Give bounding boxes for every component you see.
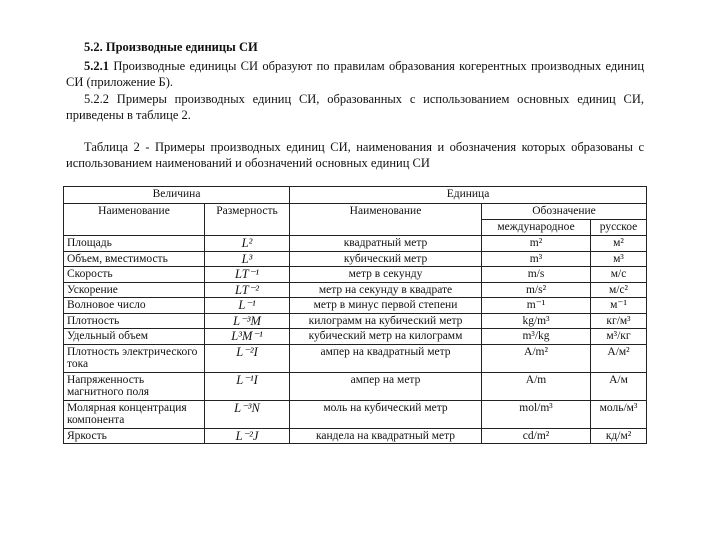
international-symbol-cell: m⁻¹ (482, 298, 591, 314)
quantity-name-cell: Молярная концентрация компонента (64, 400, 205, 428)
table-header-row (64, 204, 647, 220)
paragraph-5-2-1 (66, 59, 644, 90)
header-russian: русское (591, 220, 647, 236)
quantity-name-cell: Яркость (64, 428, 205, 444)
table-header-row (64, 187, 647, 204)
unit-name-cell: метр в минус первой степени (290, 298, 482, 314)
unit-name-cell: кубический метр (290, 251, 482, 267)
table-row (64, 329, 647, 345)
paragraph-5-2-2: 5.2.2 Примеры производных единиц СИ, образованных с использованием основных единиц СИ, приведены в таблице 2. (66, 92, 644, 122)
quantity-name-cell: Скорость (64, 267, 205, 283)
quantity-name-cell: Ускорение (64, 282, 205, 298)
russian-symbol-cell: моль/м³ (591, 400, 647, 428)
dimension-cell: L⁻¹I (205, 372, 290, 400)
quantity-name-cell: Плотность (64, 313, 205, 329)
section-heading: 5.2. Производные единицы СИ (84, 40, 258, 54)
dimension-cell: L⁻²I (205, 344, 290, 372)
international-symbol-cell: m³/kg (482, 329, 591, 345)
quantity-name-cell: Объем, вместимость (64, 251, 205, 267)
quantity-name-cell: Удельный объем (64, 329, 205, 345)
unit-name-cell: кубический метр на килограмм (290, 329, 482, 345)
dimension-cell: L⁻³M (205, 313, 290, 329)
international-symbol-cell: m/s² (482, 282, 591, 298)
table-caption: Таблица 2 - Примеры производных единиц СИ, наименования и обозначения которых образованы с использованием наименований и обозначений основных единиц СИ (66, 140, 644, 170)
russian-symbol-cell: м² (591, 236, 647, 252)
dimension-cell: L³ (205, 251, 290, 267)
quantity-name-cell: Площадь (64, 236, 205, 252)
quantity-name-cell: Плотность электрического тока (64, 344, 205, 372)
table-row (64, 344, 647, 372)
paragraph-number: 5.2.1 (84, 59, 109, 73)
units-table (63, 186, 647, 444)
dimension-cell: L³M⁻¹ (205, 329, 290, 345)
russian-symbol-cell: кг/м³ (591, 313, 647, 329)
international-symbol-cell: m/s (482, 267, 591, 283)
unit-name-cell: ампер на метр (290, 372, 482, 400)
international-symbol-cell: m³ (482, 251, 591, 267)
table-row (64, 400, 647, 428)
unit-name-cell: ампер на квадратный метр (290, 344, 482, 372)
dimension-cell: L⁻²J (205, 428, 290, 444)
international-symbol-cell: A/m (482, 372, 591, 400)
table-row (64, 372, 647, 400)
russian-symbol-cell: м⁻¹ (591, 298, 647, 314)
header-unit-name: Наименование (290, 204, 482, 236)
dimension-cell: LT⁻² (205, 282, 290, 298)
dimension-cell: LT⁻¹ (205, 267, 290, 283)
dimension-cell: L⁻³N (205, 400, 290, 428)
table-row (64, 251, 647, 267)
russian-symbol-cell: А/м² (591, 344, 647, 372)
header-international: международное (482, 220, 591, 236)
quantity-name-cell: Волновое число (64, 298, 205, 314)
russian-symbol-cell: м/с² (591, 282, 647, 298)
dimension-cell: L² (205, 236, 290, 252)
russian-symbol-cell: м³ (591, 251, 647, 267)
unit-name-cell: килограмм на кубический метр (290, 313, 482, 329)
table-row (64, 282, 647, 298)
unit-name-cell: метр в секунду (290, 267, 482, 283)
international-symbol-cell: mol/m³ (482, 400, 591, 428)
header-name: Наименование (64, 204, 205, 236)
international-symbol-cell: kg/m³ (482, 313, 591, 329)
unit-name-cell: квадратный метр (290, 236, 482, 252)
table-row (64, 236, 647, 252)
table-row (64, 313, 647, 329)
russian-symbol-cell: А/м (591, 372, 647, 400)
table-row (64, 298, 647, 314)
unit-name-cell: моль на кубический метр (290, 400, 482, 428)
russian-symbol-cell: м/с (591, 267, 647, 283)
header-dimension: Размерность (205, 204, 290, 236)
dimension-cell: L⁻¹ (205, 298, 290, 314)
quantity-name-cell: Напряженность магнитного поля (64, 372, 205, 400)
paragraph-text: Производные единицы СИ образуют по правилам образования когерентных производных единиц СИ (приложение Б). (66, 59, 645, 89)
header-designation: Обозначение (482, 204, 647, 220)
table-row (64, 267, 647, 283)
russian-symbol-cell: кд/м² (591, 428, 647, 444)
international-symbol-cell: m² (482, 236, 591, 252)
international-symbol-cell: A/m² (482, 344, 591, 372)
russian-symbol-cell: м³/кг (591, 329, 647, 345)
unit-name-cell: метр на секунду в квадрате (290, 282, 482, 298)
table-row (64, 428, 647, 444)
header-quantity: Величина (64, 187, 290, 204)
header-unit: Единица (290, 187, 647, 204)
unit-name-cell: кандела на квадратный метр (290, 428, 482, 444)
international-symbol-cell: cd/m² (482, 428, 591, 444)
